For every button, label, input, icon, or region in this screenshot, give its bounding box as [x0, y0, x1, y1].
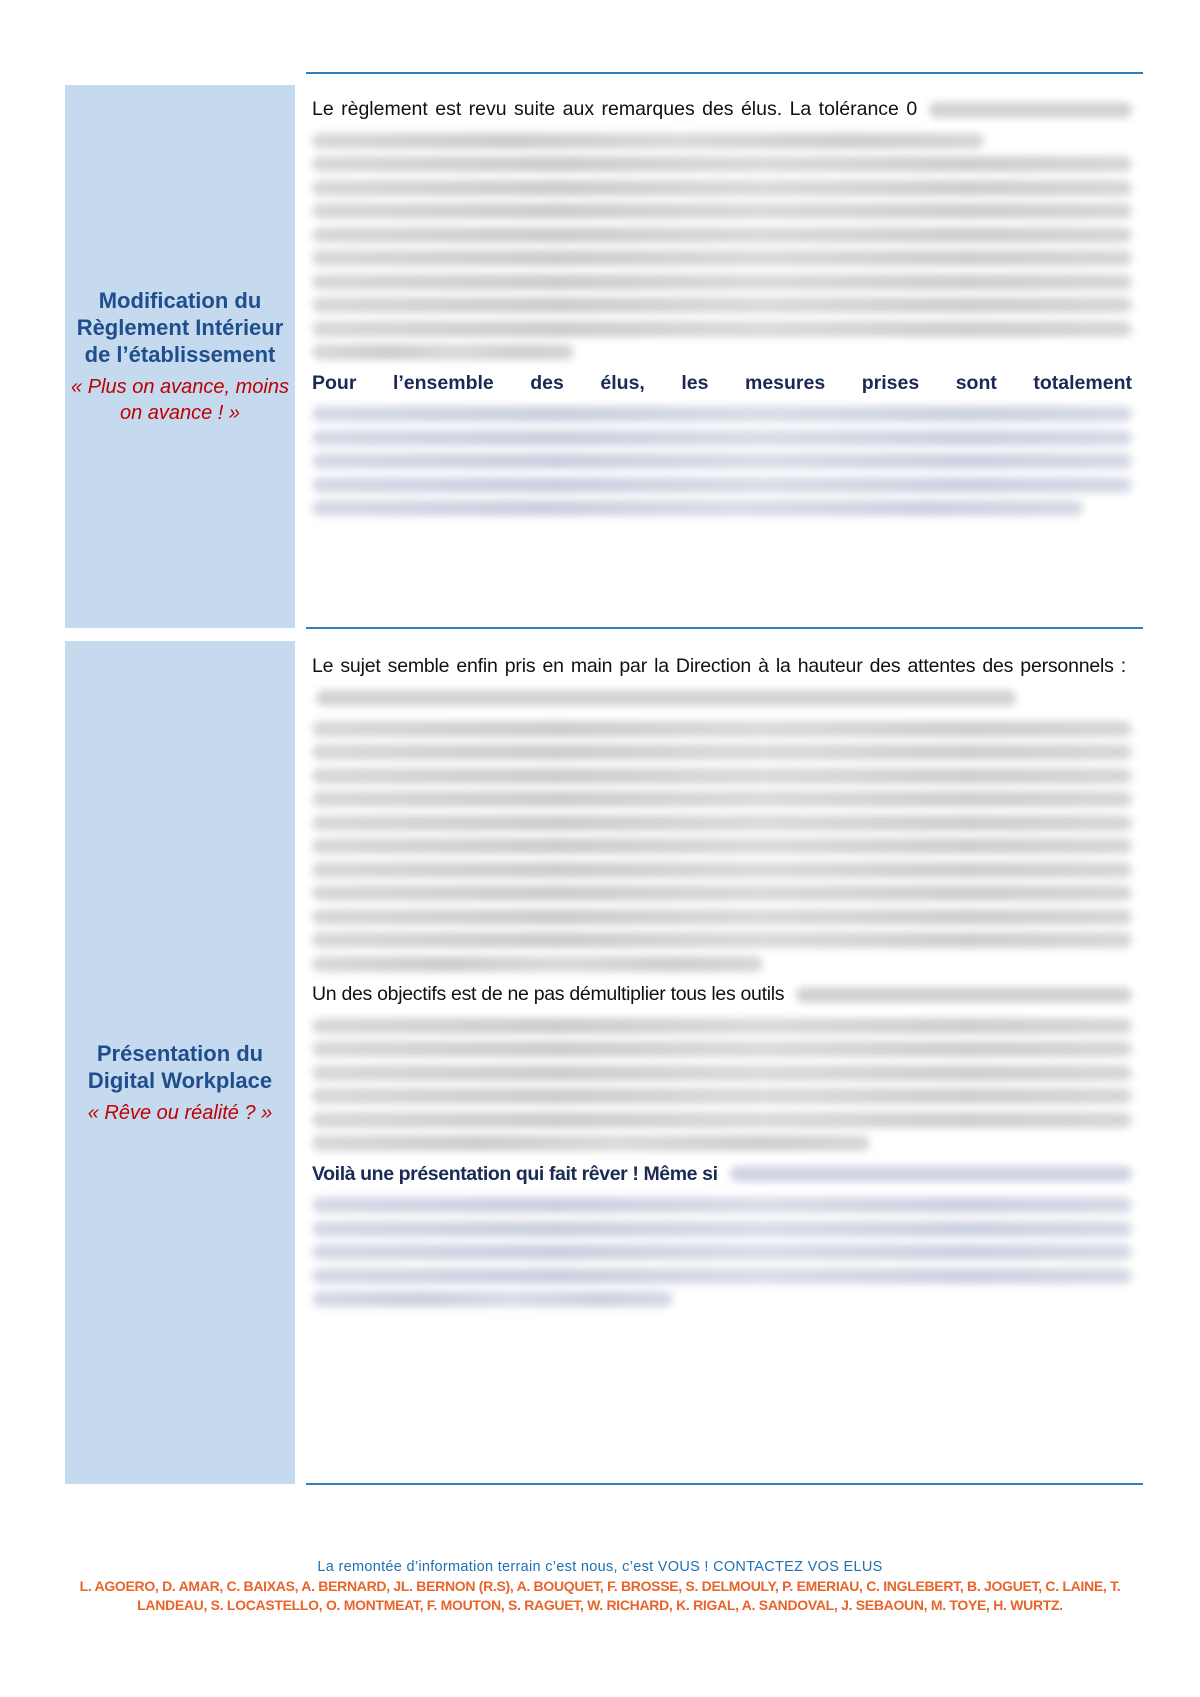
- redacted-text: [312, 1018, 1132, 1034]
- section-1-paragraph-2: [312, 368, 1132, 517]
- paragraph-lead: Le règlement est revu suite aux remarques des élus. La tolérance 0: [312, 94, 923, 125]
- redacted-text: [312, 133, 984, 149]
- section-2-bottom-rule: [306, 1483, 1143, 1485]
- redacted-text: [312, 744, 1132, 760]
- redacted-text: [312, 1135, 870, 1151]
- paragraph-lead-bold: Pour l’ensemble des élus, les mesures prises sont totalement: [312, 371, 1132, 394]
- redacted-text: [312, 500, 1083, 516]
- redacted-text: [312, 932, 1132, 948]
- redacted-text: [312, 477, 1132, 493]
- redacted-text: [312, 885, 1132, 901]
- paragraph-lead: Le sujet semble enfin pris en main par la Direction à la hauteur des attentes des personnels :: [312, 655, 1132, 677]
- redacted-text: [312, 1112, 1132, 1128]
- paragraph-lead-bold: Voilà une présentation qui fait rêver ! Même si: [312, 1159, 724, 1190]
- redacted-text: [312, 274, 1132, 290]
- paragraph-lead: Un des objectifs est de ne pas démultiplier tous les outils: [312, 979, 790, 1010]
- redacted-text: [312, 180, 1132, 196]
- section-1-body: [312, 94, 1132, 524]
- redacted-text: [312, 1041, 1132, 1057]
- footer: [60, 1558, 1140, 1615]
- redacted-text: [312, 721, 1132, 737]
- redacted-text: [312, 1244, 1132, 1260]
- redacted-text: [796, 987, 1132, 1003]
- redacted-text: [312, 1065, 1132, 1081]
- redacted-text: [312, 344, 574, 360]
- section-2-paragraph-3: [312, 1159, 1132, 1308]
- section-2-paragraph-2: [312, 979, 1132, 1151]
- redacted-text: [929, 102, 1132, 118]
- redacted-text: [312, 406, 1132, 422]
- section-2-quote: « Rêve ou réalité ? »: [87, 1101, 273, 1124]
- redacted-text: [312, 1197, 1132, 1213]
- section-2-paragraph-1: [312, 651, 1132, 972]
- section-1-bottom-rule: [306, 627, 1143, 629]
- redacted-text: [312, 297, 1132, 313]
- redacted-text: [312, 909, 1132, 925]
- redacted-text: [312, 453, 1132, 469]
- redacted-text: [312, 321, 1132, 337]
- redacted-text: [312, 156, 1132, 172]
- redacted-text: [312, 791, 1132, 807]
- footer-elected-names: L. AGOERO, D. AMAR, C. BAIXAS, A. BERNARD, JL. BERNON (R.S), A. BOUQUET, F. BROSSE, S. DELMOULY, P. EMERIAU, C. INGLEBERT, B. JOGUET, C. LAINE, T. LANDEAU, S. LOCASTELLO, O. MONTMEAT, F. MOUTON, S. RAGUET, W. RICHARD, K. RIGAL, A. SANDOVAL, J. SEBAOUN, M. TOYE, H. WURTZ.: [79, 1578, 1121, 1613]
- redacted-text: [312, 838, 1132, 854]
- redacted-text: [312, 815, 1132, 831]
- section-1-top-rule: [306, 72, 1143, 74]
- section-2-sidebar: [65, 641, 295, 1484]
- redacted-text: [312, 768, 1132, 784]
- section-1-paragraph-1: [312, 94, 1132, 360]
- section-1-title: Modification du Règlement Intérieur de l’établissement: [76, 288, 284, 367]
- redacted-text: [312, 1088, 1132, 1104]
- redacted-text: [312, 1268, 1132, 1284]
- redacted-text: [312, 956, 763, 972]
- redacted-text: [316, 690, 1016, 706]
- section-1-sidebar: [65, 85, 295, 628]
- section-2-title: Présentation du Digital Workplace: [87, 1040, 273, 1093]
- redacted-text: [730, 1166, 1132, 1182]
- redacted-text: [312, 227, 1132, 243]
- redacted-text: [312, 1291, 673, 1307]
- redacted-text: [312, 862, 1132, 878]
- redacted-text: [312, 203, 1132, 219]
- redacted-text: [312, 1221, 1132, 1237]
- redacted-text: [312, 250, 1132, 266]
- section-2-body: [312, 651, 1132, 1315]
- section-1-quote: « Plus on avance, moins on avance ! »: [71, 376, 289, 424]
- redacted-text: [312, 430, 1132, 446]
- footer-slogan: La remontée d’information terrain c’est nous, c’est VOUS ! CONTACTEZ VOS ELUS: [317, 1559, 883, 1575]
